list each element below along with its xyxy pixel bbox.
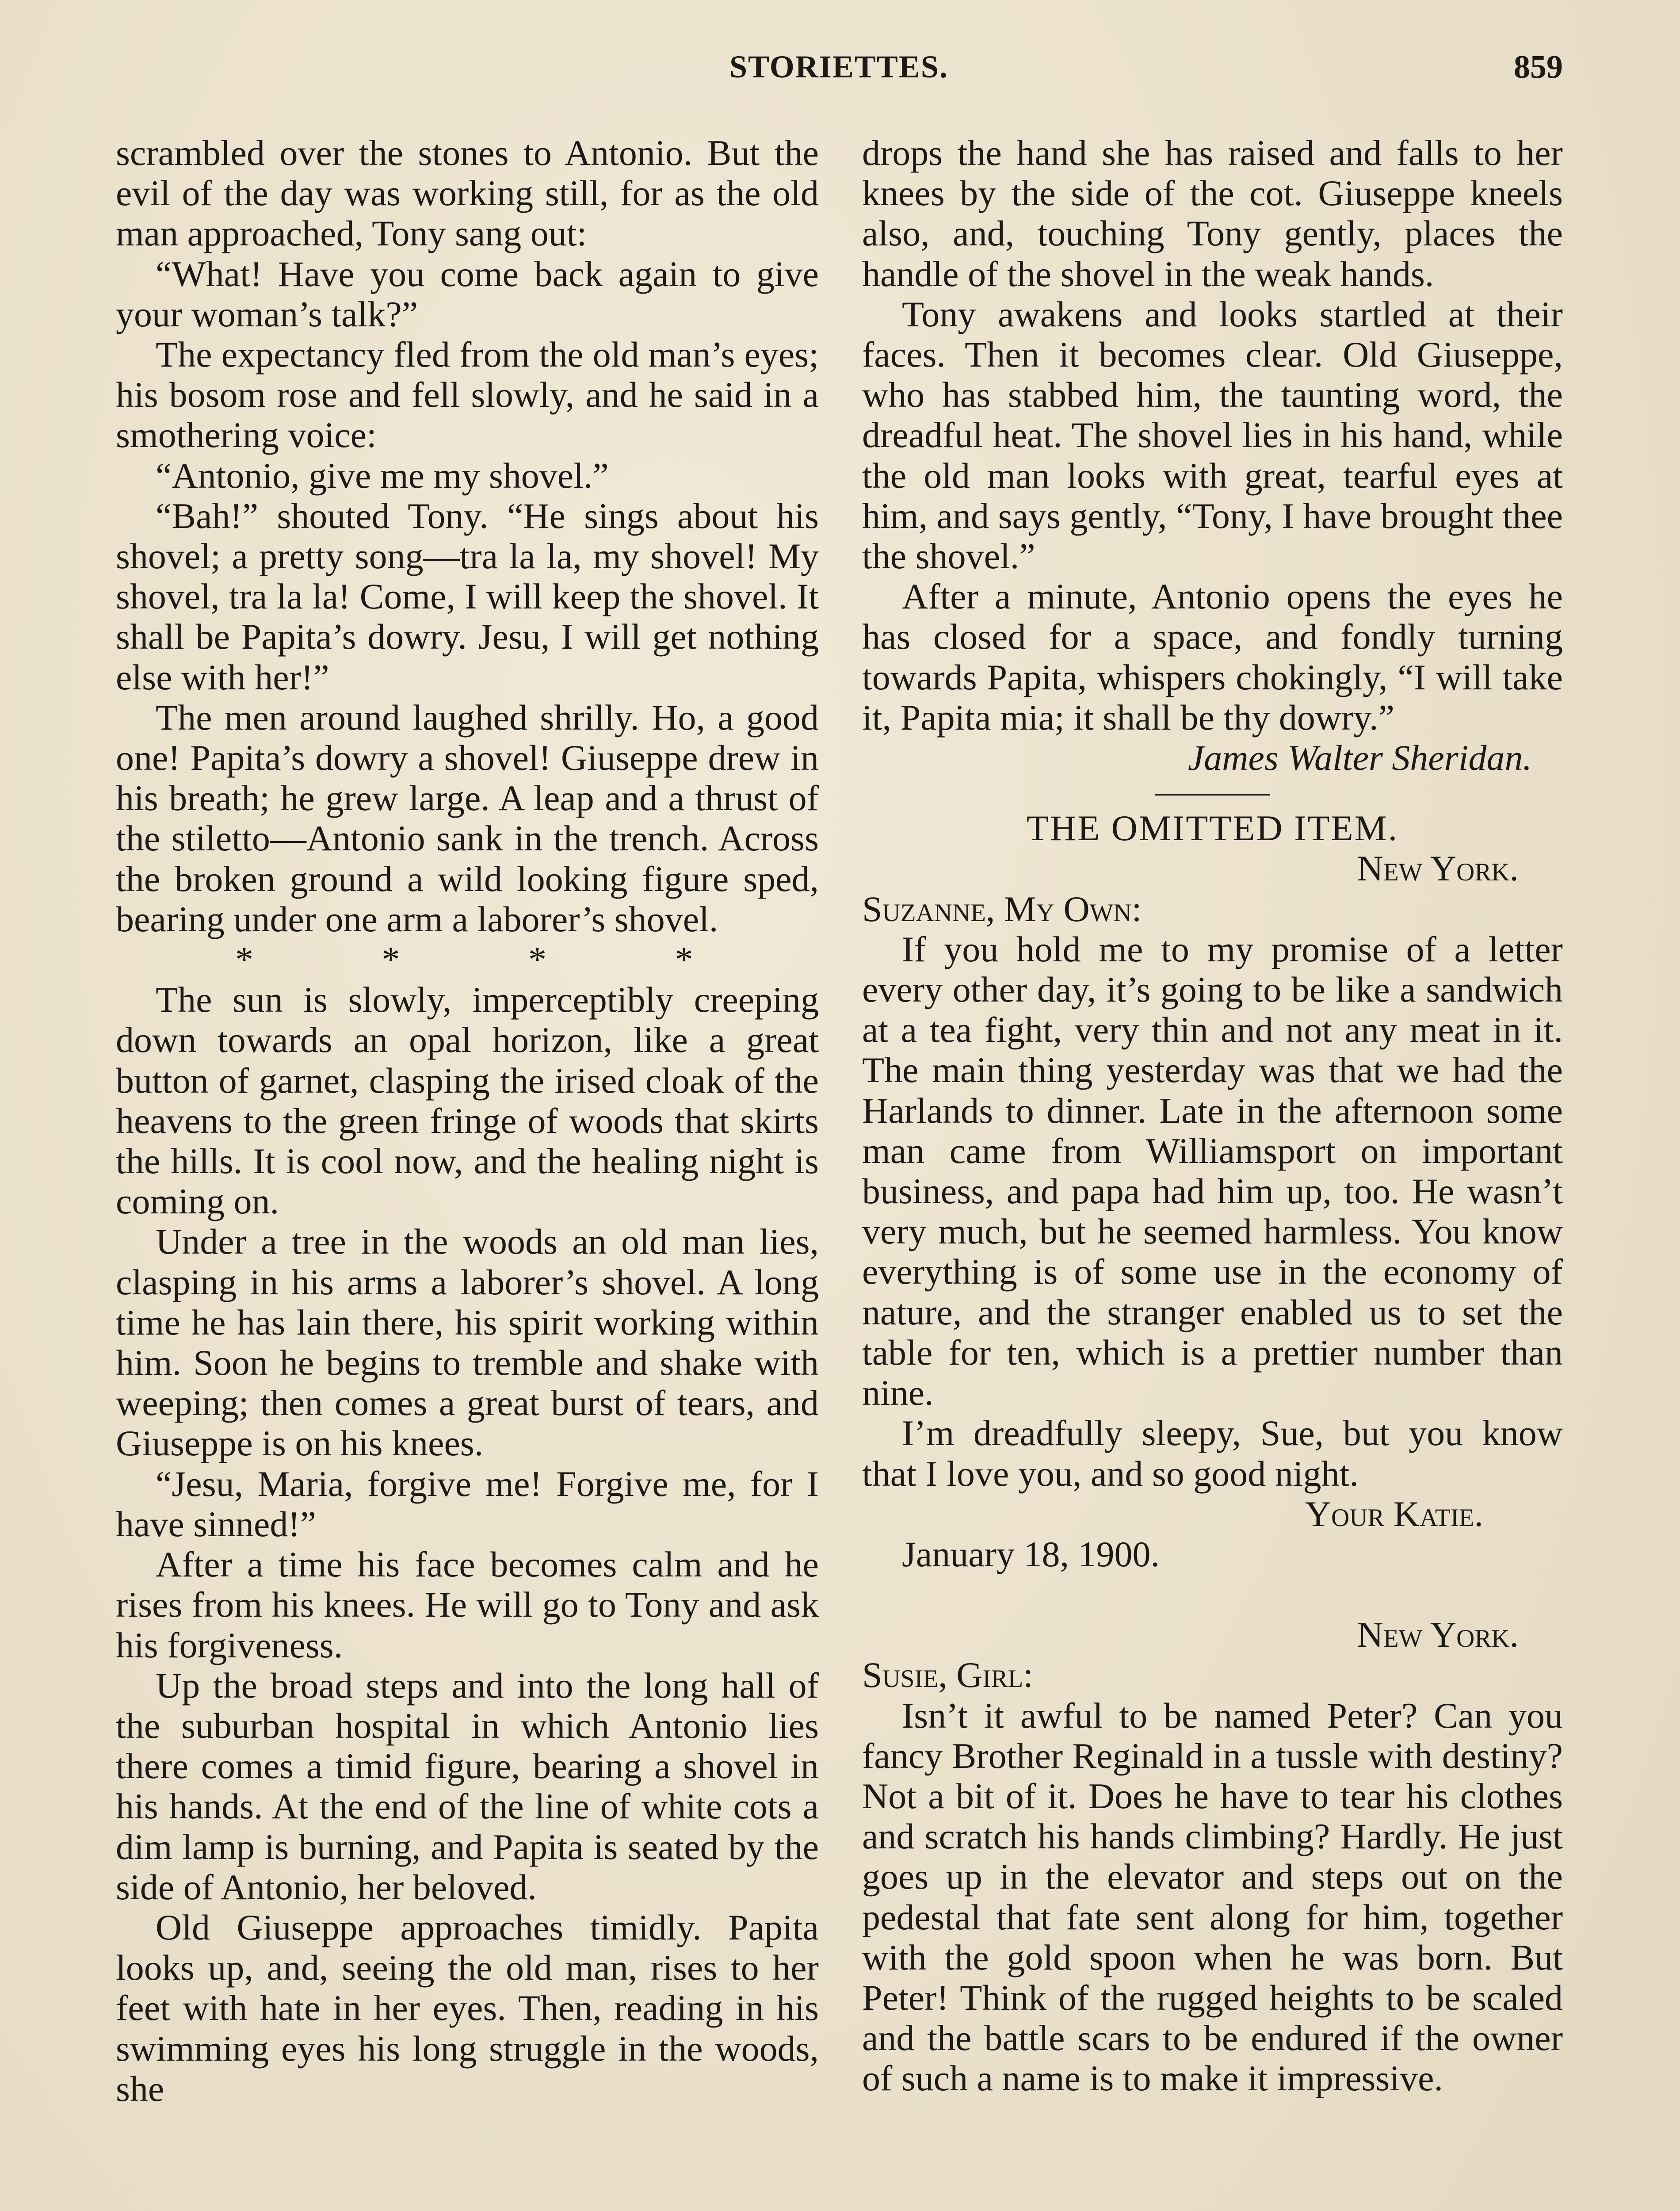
letter-date: January 18, 1900. — [902, 1534, 1160, 1574]
story-title: THE OMITTED ITEM. — [1026, 808, 1399, 849]
right-column — [862, 133, 1563, 2099]
paragraph: After a minute, Antonio opens the eyes he has closed for a space, and fondly turning towards Papita, whispers chokingly, “I will take it, Papita mia; it shall be thy dowry.” — [862, 576, 1563, 738]
paragraph: I’m dreadfully sleepy, Sue, but you know that I love you, and so good night. — [862, 1413, 1563, 1494]
page-header — [0, 49, 1680, 102]
paragraph: If you hold me to my promise of a letter every other day, it’s going to be like a sandwich at a tea fight, very thin and not any meat in it. The main thing yesterday was that we had the Harlands to dinner. Late in the afternoon some man came from Williamsport on important business, and papa had him up, too. He wasn’t very much, but he seemed harmless. You know everything is of some use in the economy of nature, and the stranger enabled us to set the table for ten, which is a prettier number than nine. — [862, 929, 1563, 1413]
spacer — [862, 1574, 1563, 1614]
running-head: STORIETTES. — [729, 49, 948, 84]
paragraph: The men around laughed shrilly. Ho, a good one! Papita’s dowry a shovel! Giuseppe drew in his breath; he grew large. A leap and a thrust of the stiletto—Antonio sank in the trench. Across the broken ground a wild looking figure sped, bearing under one arm a laborer’s shovel. — [116, 697, 819, 939]
paragraph: Tony awakens and looks startled at their faces. Then it becomes clear. Old Giuseppe, who has stabbed him, the taunting word, the dreadful heat. The shovel lies in his hand, while the old man looks with great, tearful eyes at him, and says gently, “Tony, I have brought thee the shovel.” — [862, 294, 1563, 577]
paragraph: Up the broad steps and into the long hall of the suburban hospital in which Antonio lies there comes a timid figure, bearing a shovel in his hands. At the end of the line of white cots a dim lamp is burning, and Papita is seated by the side of Antonio, her beloved. — [116, 1665, 819, 1907]
letter-closing: Your Katie. — [1305, 1493, 1483, 1534]
section-break-stars: * * * * — [235, 939, 693, 980]
author-signature: James Walter Sheridan. — [1187, 738, 1532, 778]
paragraph: drops the hand she has raised and falls to her knees by the side of the cot. Giuseppe kneels also, and, touching Tony gently, places the handle of the shovel in the weak hands. — [862, 133, 1563, 294]
divider-rule — [1155, 794, 1270, 796]
paragraph: “Antonio, give me my shovel.” — [156, 455, 609, 496]
left-column — [116, 133, 819, 2109]
paragraph: After a time his face becomes calm and he rises from his knees. He will go to Tony and ask his forgiveness. — [116, 1544, 819, 1665]
paragraph: “Jesu, Maria, forgive me! Forgive me, for I have sinned!” — [116, 1463, 819, 1544]
paragraph: Old Giuseppe approaches timidly. Papita looks up, and, seeing the old man, rises to her feet with hate in her eyes. Then, reading in his swimming eyes his long struggle in the woods, she — [116, 1907, 819, 2109]
letter-dateline: New York. — [1357, 1614, 1519, 1655]
paragraph: scrambled over the stones to Antonio. But the evil of the day was working still, for as the old man approached, Tony sang out: — [116, 133, 819, 254]
paragraph: Isn’t it awful to be named Peter? Can you fancy Brother Reginald in a tussle with destiny? Not a bit of it. Does he have to tear his clothes and scratch his hands climbing? Hardly. He just goes up in the elevator and steps out on the pedestal that fate sent along for him, together with the gold spoon when he was born. But Peter! Think of the rugged heights to be scaled and the battle scars to be endured if the owner of such a name is to make it impressive. — [862, 1695, 1563, 2099]
paragraph: Under a tree in the woods an old man lies, clasping in his arms a laborer’s shovel. A long time he has lain there, his spirit working within him. Soon he begins to tremble and shake with weeping; then comes a great burst of tears, and Giuseppe is on his knees. — [116, 1221, 819, 1464]
page-number: 859 — [1514, 49, 1563, 85]
letter-salutation: Susie, Girl: — [862, 1655, 1034, 1695]
paragraph: The expectancy fled from the old man’s eyes; his bosom rose and fell slowly, and he said in a smothering voice: — [116, 334, 819, 455]
paragraph: “Bah!” shouted Tony. “He sings about his shovel; a pretty song—tra la la, my shovel! My shovel, tra la la! Come, I will keep the shovel. It shall be Papita’s dowry. Jesu, I will get nothing else with her!” — [116, 495, 819, 697]
letter-salutation: Suzanne, My Own: — [862, 888, 1142, 929]
letter-dateline: New York. — [1357, 848, 1519, 889]
paragraph: The sun is slowly, imperceptibly creeping down towards an opal horizon, like a great button of garnet, clasping the irised cloak of the heavens to the green fringe of woods that skirts the hills. It is cool now, and the healing night is coming on. — [116, 979, 819, 1222]
paragraph: “What! Have you come back again to give your woman’s talk?” — [116, 253, 819, 334]
